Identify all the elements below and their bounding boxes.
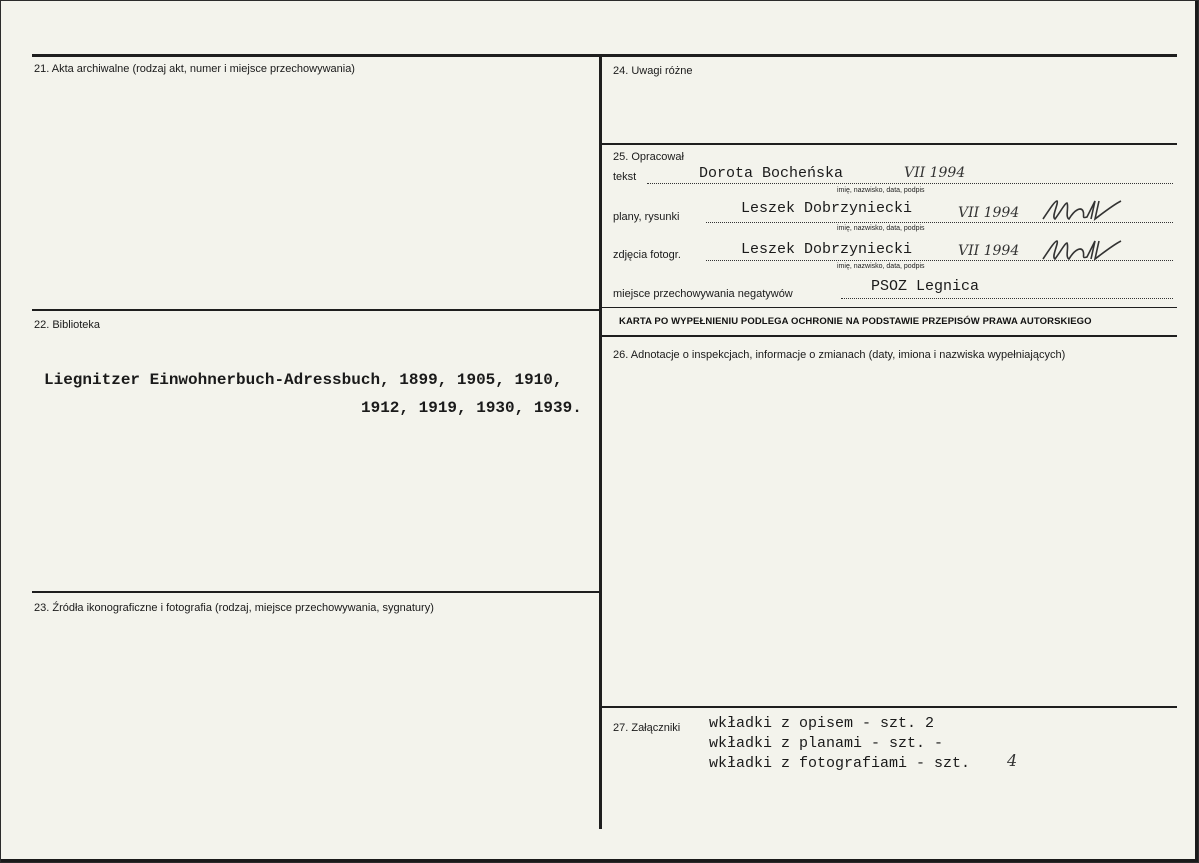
section-21-label: 21. Akta archiwalne (rodzaj akt, numer i miejsce przechowywania) [34,63,355,75]
tekst-caption: imię, nazwisko, data, podpis [837,187,925,194]
miejsce-value: PSOZ Legnica [871,278,980,295]
section-27-label: 27. Załączniki [613,722,681,734]
plany-date: VII 1994 [958,205,1020,221]
miejsce-label: miejsce przechowywania negatywów [613,288,793,300]
attachments-count: 4 [1007,751,1018,770]
plany-signature-icon [1041,197,1123,223]
plany-author: Leszek Dobrzyniecki [741,200,913,217]
section-23-label: 23. Źródła ikonograficzne i fotografia (rodzaj, miejsce przechowywania, sygnatury) [34,602,434,614]
tekst-date: VII 1994 [904,165,966,181]
tekst-line [647,183,1173,184]
zdjecia-label: zdjęcia fotogr. [613,249,681,261]
rule-24-25 [602,143,1177,145]
tekst-label: tekst [613,171,637,183]
zdjecia-caption: imię, nazwisko, data, podpis [837,263,925,270]
section-25-label: 25. Opracował [613,151,684,163]
rule-22-23 [32,591,599,593]
attachments-line1: wkładki z opisem - szt. 2 [709,715,935,732]
rule-21-22 [32,309,599,311]
rule-25-26 [602,335,1177,337]
plany-label: plany, rysunki [613,211,680,223]
zdjecia-author: Leszek Dobrzyniecki [741,241,913,258]
attachments-line2: wkładki z planami - szt. - [709,735,944,752]
tekst-author: Dorota Bocheńska [699,165,844,182]
miejsce-line [841,298,1173,299]
library-entry-line2: 1912, 1919, 1930, 1939. [361,399,582,417]
inventory-card [1,1,1198,862]
top-rule [32,54,1177,57]
section-26-label: 26. Adnotacje o inspekcjach, informacje o zmianach (daty, imiona i nazwiska wypełniających) [613,349,1066,361]
zdjecia-signature-icon [1041,237,1123,263]
center-divider [599,54,602,829]
section-22-label: 22. Biblioteka [34,319,101,331]
section-24-label: 24. Uwagi różne [613,65,693,77]
rule-notice-top [602,307,1177,308]
library-entry-line1: Liegnitzer Einwohnerbuch-Adressbuch, 1899, 1905, 1910, [44,371,563,389]
zdjecia-date: VII 1994 [958,243,1020,259]
copyright-notice: KARTA PO WYPEŁNIENIU PODLEGA OCHRONIE NA PODSTAWIE PRZEPISÓW PRAWA AUTORSKIEGO [619,316,1092,327]
rule-26-27 [602,706,1177,708]
attachments-line3: wkładki z fotografiami - szt. [709,755,971,772]
plany-caption: imię, nazwisko, data, podpis [837,225,925,232]
